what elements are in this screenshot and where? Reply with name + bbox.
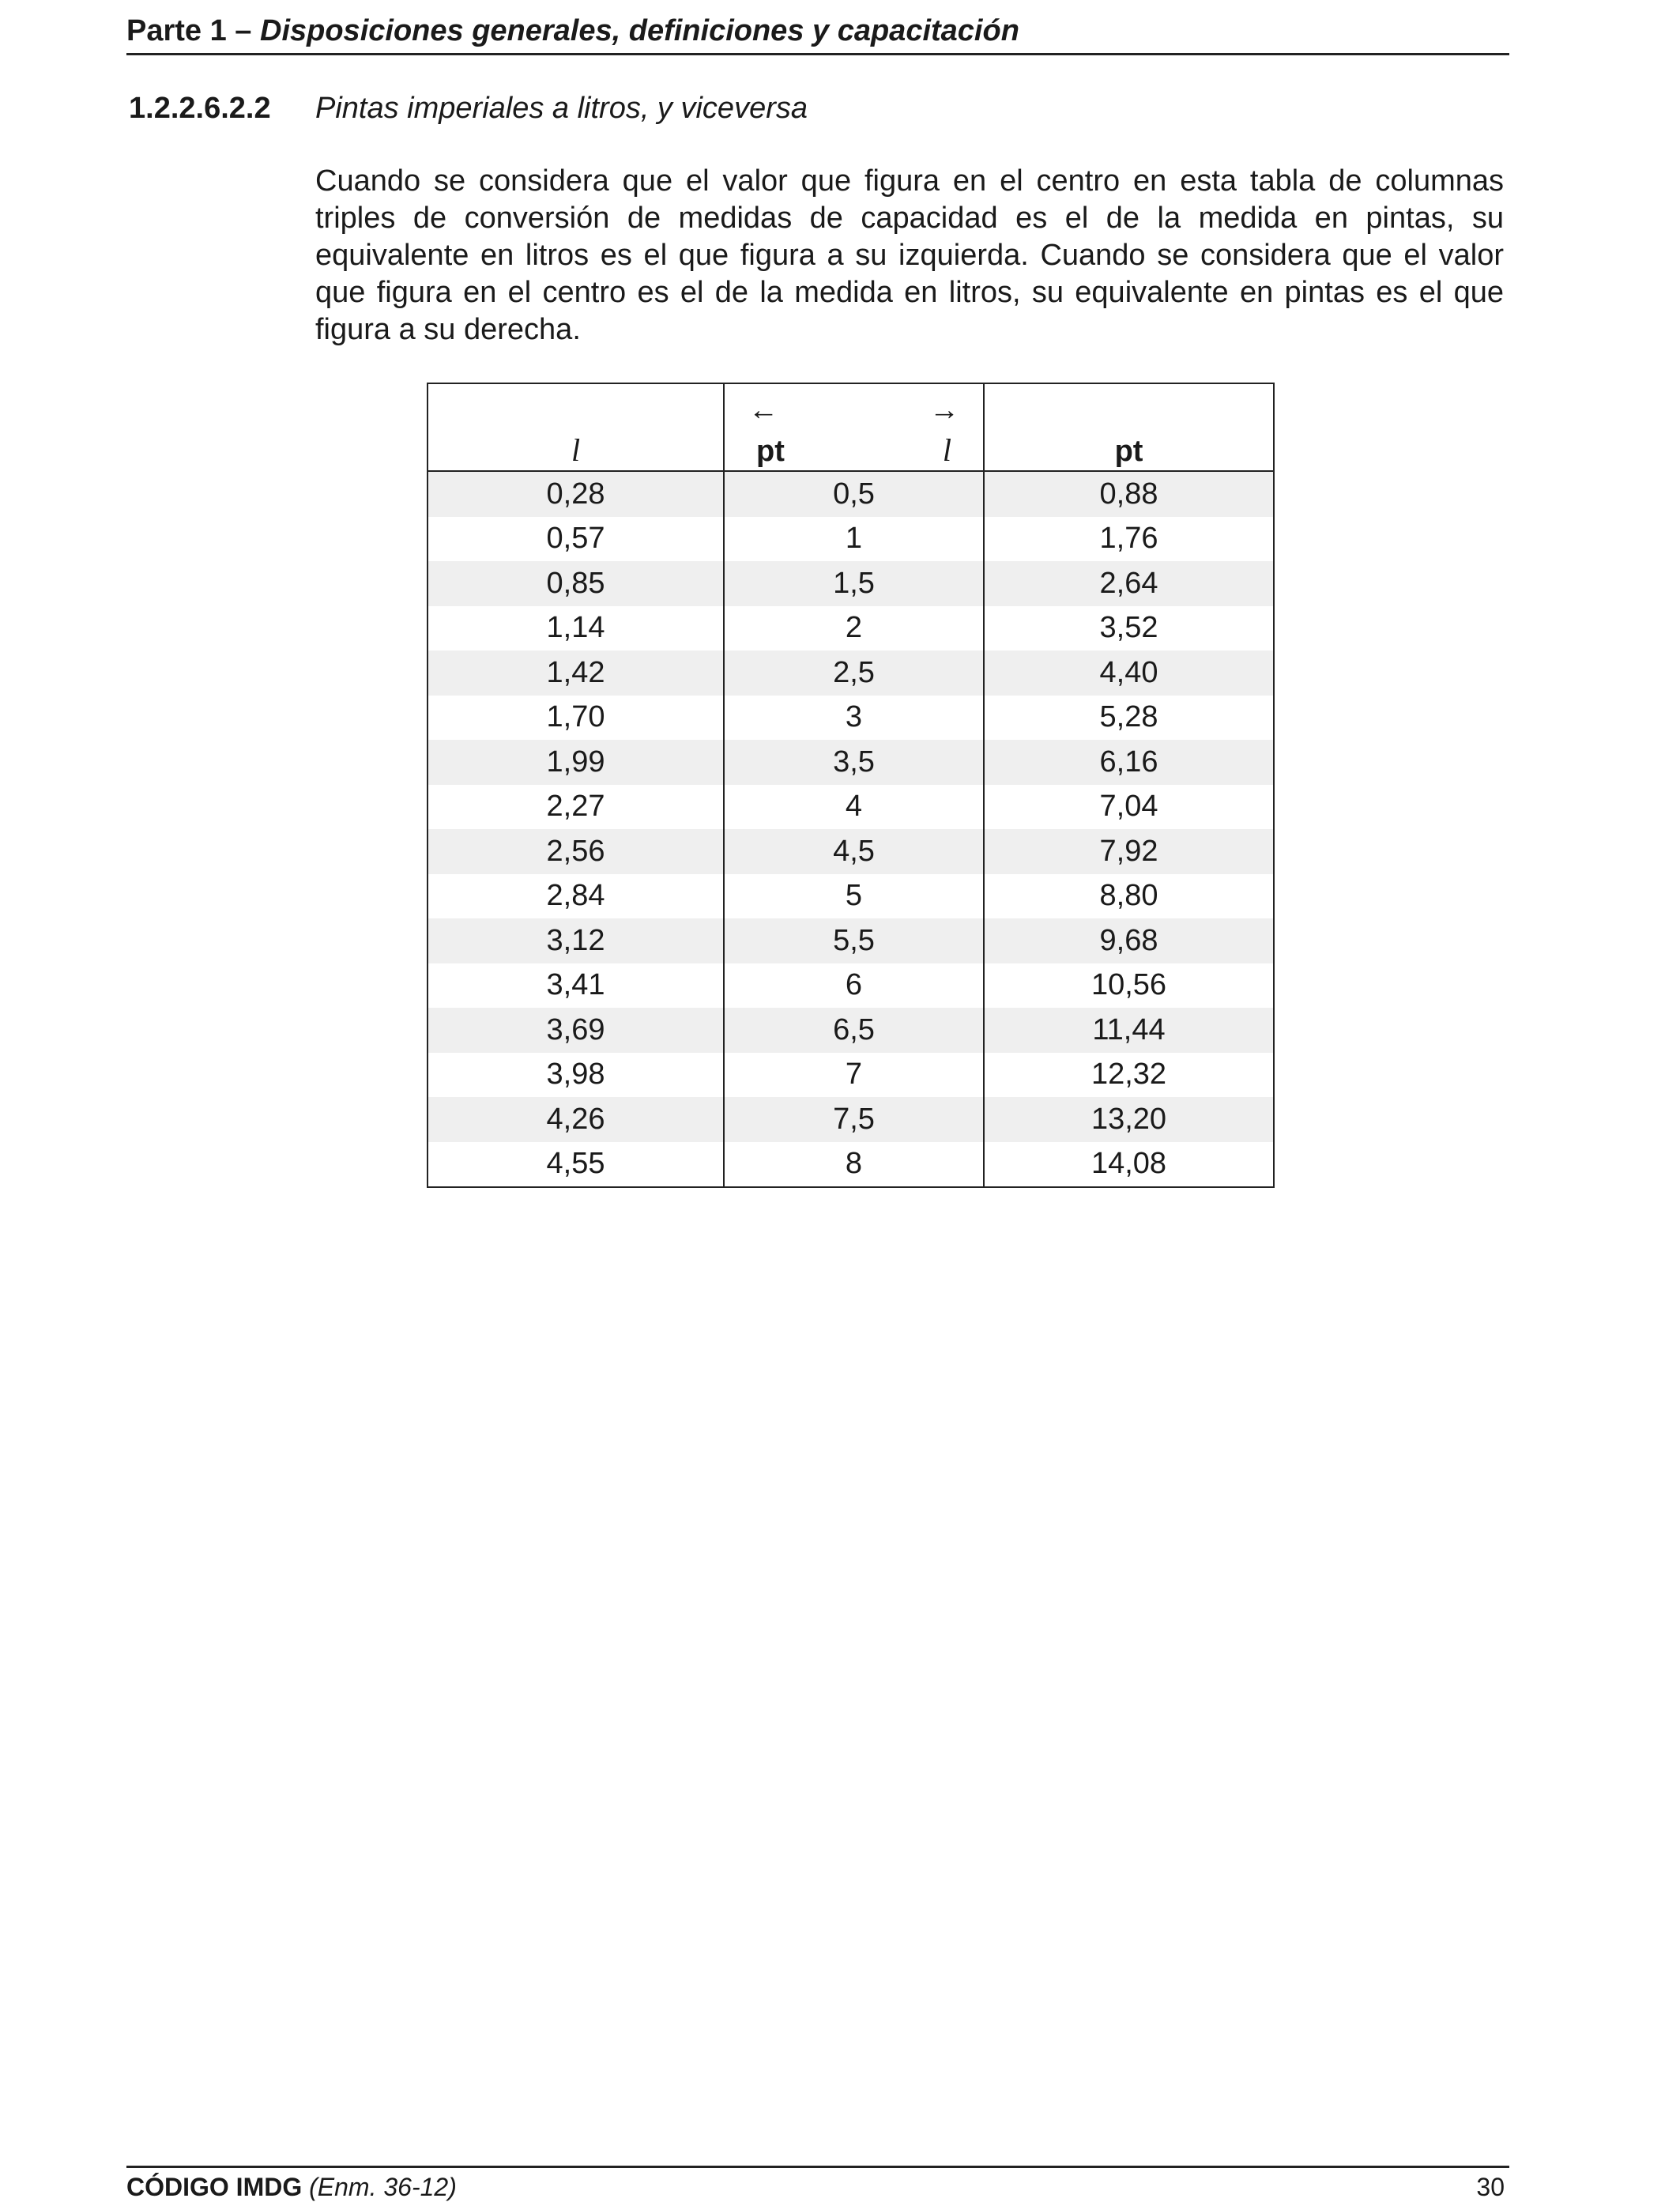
cell-litres: 1,99 bbox=[428, 740, 724, 785]
cell-litres: 3,69 bbox=[428, 1008, 724, 1053]
cell-litres: 3,98 bbox=[428, 1053, 724, 1098]
cell-value: 8 bbox=[724, 1142, 984, 1188]
cell-value: 6,5 bbox=[724, 1008, 984, 1053]
cell-value: 3 bbox=[724, 696, 984, 741]
cell-litres: 0,57 bbox=[428, 517, 724, 562]
cell-litres: 3,12 bbox=[428, 918, 724, 963]
arrow-left-icon: ← bbox=[748, 394, 778, 427]
cell-litres: 0,28 bbox=[428, 471, 724, 517]
cell-pints: 13,20 bbox=[984, 1097, 1274, 1142]
cell-pints: 5,28 bbox=[984, 696, 1274, 741]
table-body bbox=[428, 471, 1274, 1187]
footer-edition: (Enm. 36-12) bbox=[309, 2173, 457, 2201]
cell-value: 2 bbox=[724, 606, 984, 651]
cell-litres: 2,84 bbox=[428, 874, 724, 919]
cell-pints: 7,04 bbox=[984, 785, 1274, 830]
cell-value: 2,5 bbox=[724, 650, 984, 696]
cell-litres: 0,85 bbox=[428, 561, 724, 606]
cell-value: 0,5 bbox=[724, 471, 984, 517]
cell-litres: 1,42 bbox=[428, 650, 724, 696]
table-row bbox=[428, 785, 1274, 830]
cell-value: 4,5 bbox=[724, 829, 984, 874]
cell-value: 1,5 bbox=[724, 561, 984, 606]
header-pints-symbol: pt bbox=[1114, 435, 1143, 468]
cell-pints: 9,68 bbox=[984, 918, 1274, 963]
table-row bbox=[428, 517, 1274, 562]
cell-value: 5,5 bbox=[724, 918, 984, 963]
cell-pints: 1,76 bbox=[984, 517, 1274, 562]
cell-pints: 3,52 bbox=[984, 606, 1274, 651]
cell-pints: 10,56 bbox=[984, 963, 1274, 1009]
table-row bbox=[428, 650, 1274, 696]
section-heading bbox=[129, 92, 808, 126]
cell-litres: 3,41 bbox=[428, 963, 724, 1009]
body-paragraph: Cuando se considera que el valor que figura en el centro en esta tabla de columnas triples de conversión de medidas de capacidad es el de la medida en pintas, su equivalente en litros es el que figura a su izquierda. Cuando se considera que el valor que figura en el centro es el de la medida en litros, su equivalente en pintas es el que figura a su derecha. bbox=[315, 164, 1504, 346]
cell-litres: 2,27 bbox=[428, 785, 724, 830]
arrow-right-icon: → bbox=[929, 394, 959, 427]
table-row bbox=[428, 471, 1274, 517]
page-footer bbox=[126, 2166, 1509, 2202]
cell-value: 1 bbox=[724, 517, 984, 562]
cell-litres: 1,70 bbox=[428, 696, 724, 741]
footer-code: CÓDIGO IMDG bbox=[126, 2173, 303, 2201]
cell-pints: 7,92 bbox=[984, 829, 1274, 874]
section-title: Pintas imperiales a litros, y viceversa bbox=[315, 92, 808, 125]
table-row bbox=[428, 963, 1274, 1009]
cell-value: 3,5 bbox=[724, 740, 984, 785]
cell-pints: 8,80 bbox=[984, 874, 1274, 919]
cell-pints: 2,64 bbox=[984, 561, 1274, 606]
header-middle-pt: pt bbox=[756, 435, 785, 468]
cell-litres: 4,26 bbox=[428, 1097, 724, 1142]
cell-value: 7,5 bbox=[724, 1097, 984, 1142]
cell-pints: 0,88 bbox=[984, 471, 1274, 517]
cell-pints: 14,08 bbox=[984, 1142, 1274, 1188]
table-row bbox=[428, 1008, 1274, 1053]
section-number: 1.2.2.6.2.2 bbox=[129, 92, 271, 125]
part-label: Parte 1 – bbox=[126, 14, 260, 47]
table-row bbox=[428, 829, 1274, 874]
table-row bbox=[428, 561, 1274, 606]
table-header-row bbox=[428, 383, 1274, 471]
header-litres-symbol: l bbox=[571, 432, 581, 468]
cell-litres: 2,56 bbox=[428, 829, 724, 874]
table-row bbox=[428, 1053, 1274, 1098]
table-row bbox=[428, 740, 1274, 785]
page-number: 30 bbox=[1476, 2173, 1505, 2201]
part-title: Disposiciones generales, definiciones y capacitación bbox=[260, 14, 1019, 47]
table-row bbox=[428, 606, 1274, 651]
cell-litres: 4,55 bbox=[428, 1142, 724, 1188]
cell-pints: 4,40 bbox=[984, 650, 1274, 696]
table-row bbox=[428, 874, 1274, 919]
header-litres bbox=[428, 383, 724, 471]
cell-pints: 12,32 bbox=[984, 1053, 1274, 1098]
cell-value: 5 bbox=[724, 874, 984, 919]
header-pints bbox=[984, 383, 1274, 471]
cell-value: 7 bbox=[724, 1053, 984, 1098]
table-row bbox=[428, 918, 1274, 963]
cell-pints: 6,16 bbox=[984, 740, 1274, 785]
header-middle-l: l bbox=[942, 432, 951, 468]
page-header bbox=[126, 14, 1509, 55]
cell-pints: 11,44 bbox=[984, 1008, 1274, 1053]
conversion-table bbox=[427, 383, 1275, 1188]
cell-litres: 1,14 bbox=[428, 606, 724, 651]
cell-value: 4 bbox=[724, 785, 984, 830]
table-row bbox=[428, 696, 1274, 741]
table-row bbox=[428, 1142, 1274, 1188]
table-row bbox=[428, 1097, 1274, 1142]
header-middle bbox=[724, 383, 984, 471]
cell-value: 6 bbox=[724, 963, 984, 1009]
